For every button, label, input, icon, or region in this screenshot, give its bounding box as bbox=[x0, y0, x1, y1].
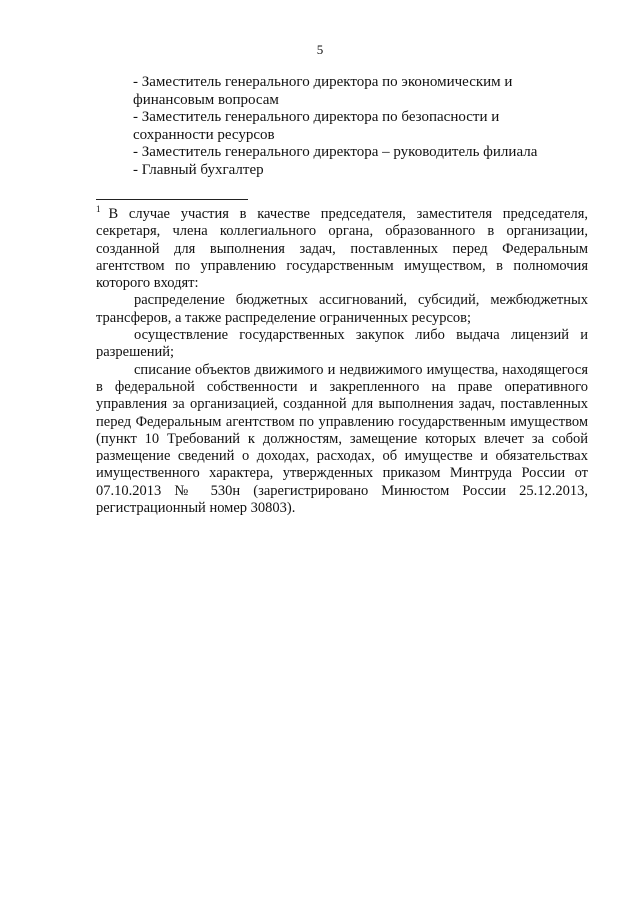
position-list bbox=[133, 74, 573, 179]
footnote bbox=[96, 206, 588, 517]
list-item: - Заместитель генерального директора по экономическим и финансовым вопросам bbox=[133, 74, 513, 108]
footnote-divider bbox=[96, 199, 248, 200]
list-item: - Заместитель генерального директора по безопасности и сохранности ресурсов bbox=[133, 109, 500, 143]
footnote-item: осуществление государственных закупок либо выдача лицензий и разрешений; bbox=[96, 327, 588, 361]
list-item: - Заместитель генерального директора – руководитель филиала bbox=[133, 144, 538, 160]
footnote-marker: 1 bbox=[96, 204, 101, 215]
footnote-intro-text: В случае участия в качестве председателя, заместителя председателя, секретаря, члена коллегиального органа, образованного в организации, созданной для выполнения задач, поставленных перед Федеральным агентством по управлению государственным имуществом, в полномочия которого входят: bbox=[96, 206, 588, 292]
list-item: - Главный бухгалтер bbox=[133, 161, 264, 178]
footnote-item: списание объектов движимого и недвижимого имущества, находящегося в федеральной собственности и закрепленного на праве оперативного управления за организацией, созданной для выполнения задач, поставленных перед Федеральным агентством по управлению государственным имуществом (пункт 10 Требований к должностям, замещение которых влечет за собой размещение сведений о доходах, расходах, об имуществе и обязательствах имущественного характера, утвержденных приказом Минтруда России от 07.10.2013 № 530н (зарегистрировано Минюстом России 25.12.2013, регистрационный номер 30803). bbox=[96, 361, 588, 517]
footnote-item: распределение бюджетных ассигнований, субсидий, межбюджетных трансферов, а также распределение ограниченных ресурсов; bbox=[96, 292, 588, 326]
page-number: 5 bbox=[316, 42, 324, 57]
footnote-intro bbox=[96, 206, 588, 292]
